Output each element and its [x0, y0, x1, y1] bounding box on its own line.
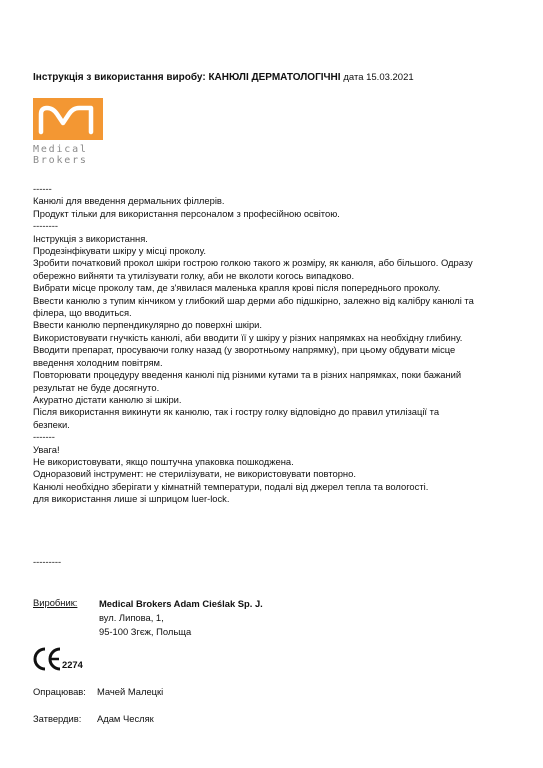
- instruction-line: Продезінфікувати шкіру у місці проколу.: [33, 245, 206, 257]
- instruction-line: Зробити початковий прокол шкіри гострою голкою такого ж розміру, як канюля, або більшого. Одразу: [33, 257, 473, 269]
- instruction-line: безпеки.: [33, 418, 70, 430]
- prepared-by-name: Мачей Малецкі: [97, 686, 164, 697]
- instruction-line: філера, що вводиться.: [33, 307, 132, 319]
- instruction-line: Ввести канюлю перпендикулярно до поверхні шкіри.: [33, 319, 263, 331]
- company-logo: [33, 98, 107, 168]
- instruction-line: Одноразовий інструмент: не стерилізувати, не використовувати повторно.: [33, 468, 356, 480]
- instruction-line: Інструкція з використання.: [33, 232, 148, 244]
- notified-body-number: 2274: [62, 659, 83, 670]
- manufacturer-label: Виробник:: [33, 597, 78, 608]
- instruction-line: -------: [33, 431, 55, 443]
- document-title: [33, 72, 414, 83]
- instruction-line: Увага!: [33, 443, 60, 455]
- ce-mark-text: CE: [33, 646, 35, 647]
- logo-text-line2: Brokers: [33, 155, 88, 166]
- manufacturer-name: Medical Brokers Adam Cieślak Sp. J.: [99, 598, 263, 609]
- instruction-line: результат не буде досягнуто.: [33, 381, 160, 393]
- approved-by-label: Затвердив:: [33, 713, 82, 724]
- instruction-line: Акуратно дістати канюлю зі шкіри.: [33, 393, 182, 405]
- instruction-line: для використання лише зі шприцом luer-lock.: [33, 493, 230, 505]
- instruction-line: обережно вийняти та утилізувати голку, аби не вколоти когось випадково.: [33, 269, 355, 281]
- instruction-line: Продукт тільки для використання персоналом з професійною освітою.: [33, 207, 340, 219]
- logo-m-shape-icon: [33, 98, 103, 140]
- bottom-separator: ---------: [33, 556, 62, 567]
- title-text: Інструкція з використання виробу: КАНЮЛІ ДЕРМАТОЛОГІЧНІ: [33, 72, 341, 83]
- instruction-line: Вибрати місце проколу там, де з'явилася маленька крапля крові після попереднього проколу.: [33, 282, 441, 294]
- instruction-line: Повторювати процедуру введення канюлі під різними кутами та в різних напрямках, поки бажаний: [33, 369, 462, 381]
- instruction-line: Вводити препарат, просуваючи голку назад (у зворотньому напрямку), при цьому обдувати місце: [33, 344, 456, 356]
- instruction-line: Канюлі для введення дермальних філлерів.: [33, 195, 225, 207]
- approved-by-row: [33, 713, 154, 724]
- instruction-line: Використовувати гнучкість канюлі, аби вводити її у шкіру у різних напрямках на необхідну глибину.: [33, 331, 463, 343]
- instruction-line: Канюлі необхідно зберігати у кімнатній температури, подалі від джерел тепла та вологості.: [33, 480, 429, 492]
- logo-mark-icon: [33, 98, 103, 140]
- instruction-line: Не використовувати, якщо поштучна упаковка пошкоджена.: [33, 455, 294, 467]
- instruction-line: Після використання викинути як канюлю, так і гостру голку відповідно до правил утилізації та: [33, 406, 440, 418]
- logo-text-line1: Medical: [33, 144, 88, 155]
- manufacturer-street: вул. Липова, 1,: [99, 612, 164, 623]
- prepared-by-label: Опрацював:: [33, 686, 86, 697]
- approved-by-name: Адам Чесляк: [97, 713, 154, 724]
- instruction-line: ------: [33, 183, 52, 194]
- manufacturer-city: 95-100 Згєж, Польща: [99, 626, 192, 637]
- instruction-line: Ввести канюлю з тупим кінчиком у глибокий шар дерми або підшкірно, залежно від калібру канюлі та: [33, 294, 474, 306]
- document-date: дата 15.03.2021: [343, 72, 414, 83]
- instruction-line: --------: [33, 220, 58, 232]
- prepared-by-row: [33, 686, 164, 697]
- instruction-line: введення холодним повітрям.: [33, 356, 163, 368]
- manufacturer-block: [99, 597, 263, 639]
- instructions-body: [33, 183, 513, 506]
